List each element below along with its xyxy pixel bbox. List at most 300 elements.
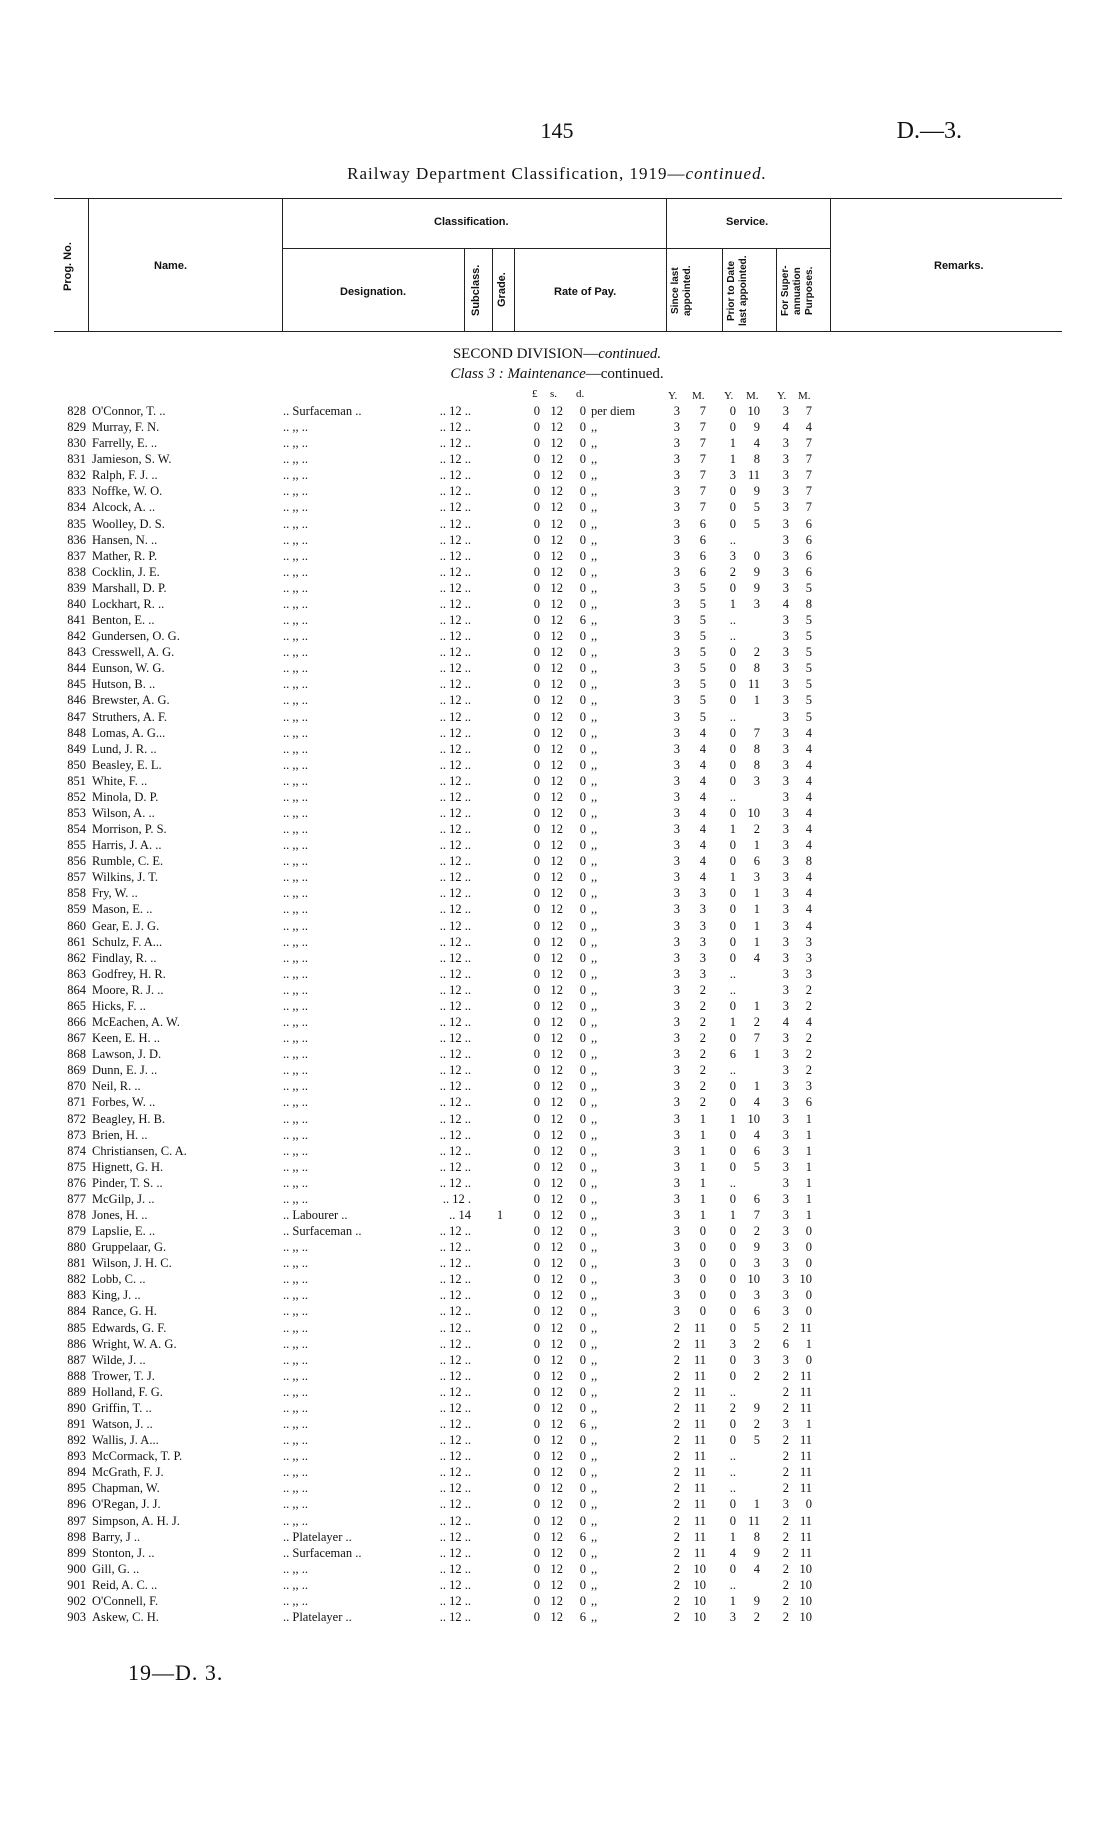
pay-shillings-cell: 12 — [550, 934, 563, 949]
since-months-cell: 2 — [699, 1095, 706, 1110]
since-years-cell: 3 — [673, 1079, 680, 1094]
designation-cell: .. ,, .. — [283, 741, 308, 756]
table-row — [0, 1353, 1114, 1368]
designation-cell: .. ,, .. — [283, 468, 308, 483]
designation-cell: .. ,, .. — [283, 629, 308, 644]
since-years-cell: 2 — [673, 1497, 680, 1512]
designation-cell: .. ,, .. — [283, 1175, 308, 1190]
pay-period-cell: ,, — [591, 1015, 598, 1030]
pay-shillings-cell: 12 — [550, 902, 563, 917]
designation-cell: .. ,, .. — [283, 1593, 308, 1608]
designation-cell: .. ,, .. — [283, 1513, 308, 1528]
designation-cell: .. ,, .. — [283, 773, 308, 788]
pay-period-cell: ,, — [591, 998, 598, 1013]
prog-no-cell: 836 — [67, 532, 86, 547]
header-vline — [830, 198, 831, 332]
name-cell: Chapman, W. — [92, 1481, 160, 1496]
pay-period-cell: ,, — [591, 1352, 598, 1367]
pay-shillings-cell: 12 — [550, 613, 563, 628]
name-cell: Lobb, C. .. — [92, 1272, 146, 1287]
designation-cell: .. ,, .. — [283, 757, 308, 772]
table-row — [0, 1433, 1114, 1448]
since-years-cell: 3 — [673, 1063, 680, 1078]
division-heading — [0, 346, 1114, 363]
pay-pounds-cell: 0 — [533, 934, 540, 949]
prog-no-cell: 880 — [67, 1240, 86, 1255]
since-months-cell: 11 — [693, 1545, 706, 1560]
header-bottom-rule — [54, 331, 1062, 332]
pay-shillings-cell: 12 — [550, 548, 563, 563]
prior-months-cell: 6 — [753, 1143, 760, 1158]
table-row — [0, 742, 1114, 757]
since-years-cell: 2 — [673, 1368, 680, 1383]
table-row — [0, 1015, 1114, 1030]
super-years-cell: 3 — [782, 484, 789, 499]
super-months-cell: 1 — [805, 1143, 812, 1158]
pay-pounds-cell: 0 — [533, 918, 540, 933]
super-years-cell: 3 — [782, 1143, 789, 1158]
subclass-cell: .. 12 .. — [439, 950, 471, 965]
pay-period-cell: ,, — [591, 806, 598, 820]
pay-period-cell: ,, — [591, 870, 598, 885]
pay-pounds-cell: 0 — [533, 757, 540, 772]
since-years-cell: 3 — [673, 709, 680, 724]
designation-cell: .. ,, .. — [283, 564, 308, 579]
pay-period-cell: ,, — [591, 1095, 598, 1110]
prior-months-cell: 1 — [753, 902, 760, 917]
pay-pounds-cell: 0 — [533, 741, 540, 756]
pay-pence-cell: 0 — [579, 1449, 586, 1464]
designation-cell: .. ,, .. — [283, 1400, 308, 1415]
pay-pence-cell: 0 — [579, 1159, 586, 1174]
table-row — [0, 1272, 1114, 1287]
pay-period-cell: ,, — [591, 1513, 598, 1528]
pay-pence-cell: 0 — [579, 822, 586, 837]
table-row — [0, 533, 1114, 548]
since-years-cell: 3 — [673, 822, 680, 837]
table-row — [0, 1610, 1114, 1625]
pay-period-cell: ,, — [591, 436, 598, 451]
designation-cell: .. Surfaceman .. — [283, 1224, 362, 1239]
since-years-cell: 3 — [673, 404, 680, 418]
pay-pence-cell: 0 — [579, 918, 586, 933]
prog-no-cell: 838 — [67, 564, 86, 579]
pay-period-cell: ,, — [591, 1449, 598, 1464]
subclass-cell: .. 12 .. — [439, 1465, 471, 1480]
pay-pounds-cell: 0 — [533, 1159, 540, 1174]
since-years-cell: 3 — [673, 645, 680, 660]
pay-period-cell: ,, — [591, 645, 598, 660]
prior-months-cell: 2 — [753, 1336, 760, 1351]
since-years-cell: 3 — [673, 838, 680, 853]
prior-months-cell: 8 — [753, 757, 760, 772]
pay-pence-cell: 6 — [579, 1417, 586, 1432]
prior-months-cell: 6 — [753, 1191, 760, 1206]
page-title — [0, 164, 1114, 184]
subclass-cell: .. 12 .. — [439, 548, 471, 563]
pay-period-cell: ,, — [591, 564, 598, 579]
table-row — [0, 1112, 1114, 1127]
pay-pounds-cell: 0 — [533, 1031, 540, 1046]
table-row — [0, 1240, 1114, 1255]
pay-pence-cell: 0 — [579, 1272, 586, 1287]
pay-period-cell: ,, — [591, 1175, 598, 1190]
pay-pounds-cell: 0 — [533, 1272, 540, 1287]
header-vline — [492, 248, 493, 332]
prior-years-cell: 0 — [729, 1368, 736, 1383]
name-cell: O'Regan, J. J. — [92, 1497, 161, 1512]
subclass-cell: .. 12 .. — [439, 822, 471, 837]
pay-pence-cell: 0 — [579, 436, 586, 451]
pay-shillings-cell: 12 — [550, 1240, 563, 1255]
prior-years-cell: 0 — [729, 404, 736, 418]
pay-pence-cell: 0 — [579, 1304, 586, 1319]
subclass-cell: .. 12 .. — [439, 484, 471, 499]
super-years-cell: 3 — [782, 1175, 789, 1190]
prior-years-cell: 0 — [729, 1561, 736, 1576]
prior-years-cell: 0 — [729, 677, 736, 692]
pay-pounds-cell: 0 — [533, 1417, 540, 1432]
super-years-cell: 3 — [782, 468, 789, 483]
name-cell: Lomas, A. G... — [92, 725, 166, 740]
prior-years-cell: 1 — [729, 1593, 736, 1608]
pay-shillings-cell: 12 — [550, 1288, 563, 1303]
pay-pounds-cell: 0 — [533, 1400, 540, 1415]
since-years-cell: 3 — [673, 1256, 680, 1271]
name-cell: Godfrey, H. R. — [92, 966, 166, 981]
pay-pence-cell: 0 — [579, 1593, 586, 1608]
pay-pence-cell: 0 — [579, 838, 586, 853]
since-months-cell: 4 — [699, 870, 706, 885]
subclass-cell: .. 12 .. — [439, 1481, 471, 1496]
pay-pounds-cell: 0 — [533, 645, 540, 660]
super-years-cell: 2 — [782, 1561, 789, 1576]
since-months-cell: 7 — [699, 484, 706, 499]
table-row — [0, 1095, 1114, 1110]
prior-years-cell: 0 — [729, 1320, 736, 1335]
grade-cell: 1 — [496, 1208, 504, 1222]
name-cell: Gear, E. J. G. — [92, 918, 160, 933]
since-months-cell: 5 — [699, 580, 706, 595]
pay-pounds-cell: 0 — [533, 548, 540, 563]
prior-years-cell: 0 — [729, 1513, 736, 1528]
table-row — [0, 468, 1114, 483]
prog-no-cell: 866 — [67, 1015, 86, 1030]
super-months-cell: 6 — [805, 548, 812, 563]
since-years-cell: 2 — [673, 1433, 680, 1448]
table-row — [0, 517, 1114, 532]
pay-shillings-cell: 12 — [550, 564, 563, 579]
pay-period-cell: ,, — [591, 629, 598, 644]
super-years-cell: 3 — [782, 757, 789, 772]
super-months-cell: 4 — [805, 870, 812, 885]
pay-pence-cell: 0 — [579, 1384, 586, 1399]
prior-years-cell: 0 — [729, 500, 736, 515]
since-months-cell: 4 — [699, 806, 706, 820]
pay-pounds-cell: 0 — [533, 661, 540, 676]
prior-months-cell: 1 — [753, 934, 760, 949]
since-years-cell: 3 — [673, 1127, 680, 1142]
pay-shillings-cell: 12 — [550, 1111, 563, 1126]
since-years-cell: 3 — [673, 516, 680, 531]
since-years-cell: 3 — [673, 1224, 680, 1239]
header-remarks: Remarks. — [934, 260, 984, 272]
super-years-cell: 3 — [782, 404, 789, 418]
pay-pounds-cell: 0 — [533, 1127, 540, 1142]
pay-pounds-cell: 0 — [533, 1063, 540, 1078]
designation-cell: .. ,, .. — [283, 1079, 308, 1094]
since-years-cell: 2 — [673, 1577, 680, 1592]
super-years-cell: 2 — [782, 1529, 789, 1544]
pay-pounds-cell: 0 — [533, 1384, 540, 1399]
super-years-cell: 3 — [782, 613, 789, 628]
designation-cell: .. ,, .. — [283, 1368, 308, 1383]
prior-years-cell: 0 — [729, 1127, 736, 1142]
name-cell: O'Connor, T. .. — [92, 404, 166, 418]
since-months-cell: 5 — [699, 709, 706, 724]
pay-period-cell: ,, — [591, 982, 598, 997]
prog-no-cell: 835 — [67, 516, 86, 531]
designation-cell: .. ,, .. — [283, 870, 308, 885]
prior-months-cell: 9 — [753, 1400, 760, 1415]
name-cell: Beasley, E. L. — [92, 757, 162, 772]
subclass-cell: .. 12 .. — [439, 1610, 471, 1624]
name-cell: Hansen, N. .. — [92, 532, 158, 547]
name-cell: Christiansen, C. A. — [92, 1143, 187, 1158]
pay-period-cell: ,, — [591, 1497, 598, 1512]
prior-months-cell: 10 — [747, 1272, 760, 1287]
table-row — [0, 1047, 1114, 1062]
since-months-cell: 6 — [699, 548, 706, 563]
table-row — [0, 693, 1114, 708]
pay-shillings-cell: 12 — [550, 1079, 563, 1094]
designation-cell: .. ,, .. — [283, 613, 308, 628]
prog-no-cell: 881 — [67, 1256, 86, 1271]
prog-no-cell: 843 — [67, 645, 86, 660]
name-cell: Lawson, J. D. — [92, 1047, 162, 1062]
name-cell: Wallis, J. A... — [92, 1433, 159, 1448]
designation-cell: .. ,, .. — [283, 1497, 308, 1512]
super-years-cell: 3 — [782, 934, 789, 949]
pay-shillings-cell: 12 — [550, 1208, 563, 1222]
since-years-cell: 3 — [673, 1159, 680, 1174]
table-row — [0, 436, 1114, 451]
since-years-cell: 3 — [673, 741, 680, 756]
prior-years-cell: 0 — [729, 1417, 736, 1432]
pay-period-cell: ,, — [591, 950, 598, 965]
designation-cell: .. ,, .. — [283, 1288, 308, 1303]
pay-pounds-cell: 0 — [533, 484, 540, 499]
subclass-cell: .. 12 .. — [439, 1497, 471, 1512]
subclass-cell: .. 12 .. — [439, 613, 471, 628]
pay-pounds-cell: 0 — [533, 516, 540, 531]
designation-cell: .. ,, .. — [283, 1304, 308, 1319]
prior-years-cell: 0 — [729, 693, 736, 708]
pay-pounds-cell: 0 — [533, 404, 540, 418]
name-cell: Gruppelaar, G. — [92, 1240, 167, 1255]
table-row — [0, 1337, 1114, 1352]
designation-cell: .. ,, .. — [283, 1561, 308, 1576]
super-months-cell: 11 — [799, 1513, 812, 1528]
pay-shillings-cell: 12 — [550, 1127, 563, 1142]
prog-no-cell: 847 — [67, 709, 86, 724]
since-years-cell: 2 — [673, 1336, 680, 1351]
since-months-cell: 2 — [699, 998, 706, 1013]
super-years-cell: 3 — [782, 1111, 789, 1126]
since-months-cell: 4 — [699, 741, 706, 756]
subclass-cell: .. 12 .. — [439, 404, 471, 418]
super-years-cell: 3 — [782, 500, 789, 515]
name-cell: Edwards, G. F. — [92, 1320, 167, 1335]
super-months-cell: 11 — [799, 1465, 812, 1480]
subclass-cell: .. 12 .. — [439, 1256, 471, 1271]
since-years-cell: 3 — [673, 1272, 680, 1287]
prog-no-cell: 897 — [67, 1513, 86, 1528]
designation-cell: .. ,, .. — [283, 1272, 308, 1287]
since-years-cell: 3 — [673, 1047, 680, 1062]
prior-months-cell: 4 — [753, 1095, 760, 1110]
designation-cell: .. ,, .. — [283, 420, 308, 435]
super-months-cell: 5 — [805, 629, 812, 644]
prog-no-cell: 846 — [67, 693, 86, 708]
since-years-cell: 2 — [673, 1593, 680, 1608]
designation-cell: .. ,, .. — [283, 934, 308, 949]
pay-pence-cell: 0 — [579, 1047, 586, 1062]
subclass-cell: .. 12 .. — [439, 902, 471, 917]
prior-years-cell: .. — [729, 1384, 736, 1399]
header-grade: Grade. — [496, 272, 508, 308]
prior-months-cell: 5 — [753, 1433, 760, 1448]
prog-no-cell: 832 — [67, 468, 86, 483]
subclass-cell: .. 12 .. — [439, 532, 471, 547]
pay-pounds-cell: 0 — [533, 854, 540, 869]
since-months-cell: 4 — [699, 725, 706, 740]
prog-no-cell: 829 — [67, 420, 86, 435]
subclass-cell: .. 12 .. — [439, 966, 471, 981]
super-months-cell: 3 — [805, 934, 812, 949]
since-months-cell: 11 — [693, 1336, 706, 1351]
prog-no-cell: 833 — [67, 484, 86, 499]
pay-pounds-cell: 0 — [533, 1497, 540, 1512]
super-years-cell: 3 — [782, 661, 789, 676]
pay-pence-cell: 0 — [579, 596, 586, 611]
pay-shillings-cell: 12 — [550, 596, 563, 611]
pay-pence-cell: 0 — [579, 500, 586, 515]
pay-pence-cell: 0 — [579, 902, 586, 917]
prior-years-cell: 0 — [729, 1224, 736, 1239]
super-years-cell: 3 — [782, 1272, 789, 1287]
super-years-cell: 3 — [782, 629, 789, 644]
pay-pence-cell: 0 — [579, 1031, 586, 1046]
pay-pence-cell: 0 — [579, 1561, 586, 1576]
pay-pounds-cell: 0 — [533, 709, 540, 724]
table-row — [0, 1256, 1114, 1271]
pay-pence-cell: 0 — [579, 950, 586, 965]
pay-shillings-cell: 12 — [550, 1577, 563, 1592]
prog-no-cell: 874 — [67, 1143, 86, 1158]
prog-no-cell: 840 — [67, 596, 86, 611]
pay-pounds-cell: 0 — [533, 1481, 540, 1496]
super-months-cell: 11 — [799, 1433, 812, 1448]
super-months-cell: 11 — [799, 1529, 812, 1544]
since-months-cell: 7 — [699, 452, 706, 467]
designation-cell: .. ,, .. — [283, 1449, 308, 1464]
pay-shillings-cell: 12 — [550, 1191, 563, 1206]
designation-cell: .. ,, .. — [283, 1336, 308, 1351]
prog-no-cell: 875 — [67, 1159, 86, 1174]
since-months-cell: 11 — [693, 1449, 706, 1464]
prog-no-cell: 831 — [67, 452, 86, 467]
header-prog-no: Prog. No. — [62, 242, 74, 292]
prog-no-cell: 871 — [67, 1095, 86, 1110]
designation-cell: .. ,, .. — [283, 452, 308, 467]
pay-pence-cell: 0 — [579, 693, 586, 708]
subclass-cell: .. 12 . — [442, 1191, 471, 1206]
designation-cell: .. ,, .. — [283, 1159, 308, 1174]
since-years-cell: 3 — [673, 725, 680, 740]
designation-cell: .. Labourer .. — [283, 1208, 348, 1222]
designation-cell: .. ,, .. — [283, 1417, 308, 1432]
since-years-cell: 3 — [673, 661, 680, 676]
pay-pounds-cell: 0 — [533, 1175, 540, 1190]
subclass-cell: .. 12 .. — [439, 1336, 471, 1351]
since-years-cell: 3 — [673, 934, 680, 949]
name-cell: Simpson, A. H. J. — [92, 1513, 180, 1528]
super-years-cell: 2 — [782, 1545, 789, 1560]
prior-months-cell: 9 — [753, 420, 760, 435]
since-years-cell: 3 — [673, 773, 680, 788]
super-years-cell: 3 — [782, 1047, 789, 1062]
designation-cell: .. ,, .. — [283, 725, 308, 740]
unit-shilling: s. — [550, 388, 558, 400]
super-months-cell: 11 — [799, 1368, 812, 1383]
pay-pence-cell: 0 — [579, 982, 586, 997]
since-months-cell: 1 — [699, 1208, 706, 1222]
prior-years-cell: .. — [729, 1063, 736, 1078]
unit-pound: £ — [532, 388, 538, 400]
pay-pounds-cell: 0 — [533, 613, 540, 628]
pay-pence-cell: 0 — [579, 1497, 586, 1512]
name-cell: Dunn, E. J. .. — [92, 1063, 158, 1078]
super-months-cell: 0 — [805, 1224, 812, 1239]
pay-period-cell: ,, — [591, 1143, 598, 1158]
prior-months-cell: 3 — [753, 596, 760, 611]
super-months-cell: 4 — [805, 1015, 812, 1030]
designation-cell: .. ,, .. — [283, 966, 308, 981]
prog-no-cell: 834 — [67, 500, 86, 515]
pay-pence-cell: 0 — [579, 1513, 586, 1528]
subclass-cell: .. 12 .. — [439, 1015, 471, 1030]
super-months-cell: 4 — [805, 886, 812, 901]
pay-shillings-cell: 12 — [550, 452, 563, 467]
table-row — [0, 1594, 1114, 1609]
prior-years-cell: .. — [729, 982, 736, 997]
prior-years-cell: 0 — [729, 886, 736, 901]
since-years-cell: 2 — [673, 1417, 680, 1432]
prior-years-cell: 1 — [729, 1529, 736, 1544]
unit-years: Y. — [668, 390, 678, 402]
pay-pence-cell: 0 — [579, 1577, 586, 1592]
since-years-cell: 3 — [673, 918, 680, 933]
pay-period-cell: ,, — [591, 452, 598, 467]
super-months-cell: 4 — [805, 918, 812, 933]
super-months-cell: 4 — [805, 789, 812, 804]
designation-cell: .. ,, .. — [283, 532, 308, 547]
super-years-cell: 3 — [782, 741, 789, 756]
super-months-cell: 7 — [805, 436, 812, 451]
prior-years-cell: .. — [729, 1481, 736, 1496]
prior-months-cell: 3 — [753, 1352, 760, 1367]
